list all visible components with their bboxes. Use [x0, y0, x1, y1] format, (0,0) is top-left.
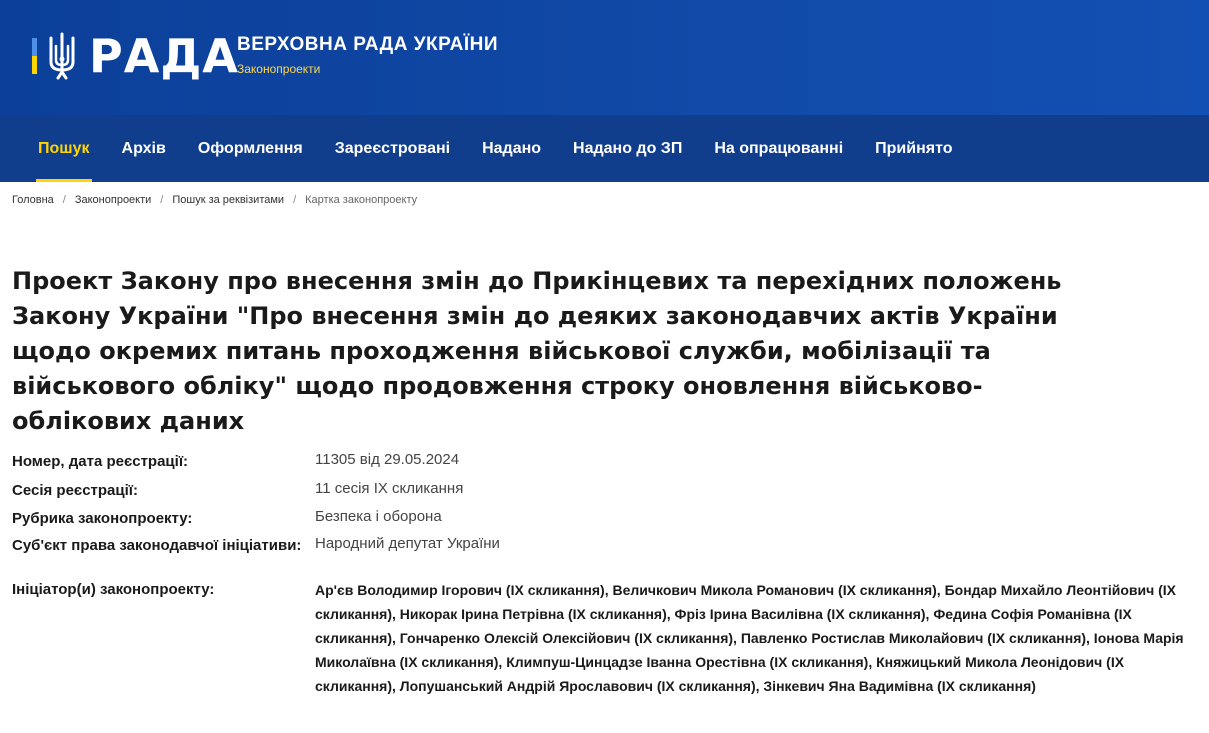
initiators-value: Ар'єв Володимир Ігорович (IX скликання), Величкович Микола Романович (IX скликання), Бондар Михайло Леонтійович (IX скликання), Никорак Ірина Петрівна (IX скликання), Фріз Ірина Василівна (IX скликання), Федина Софія Романівна (IX скликання), Гончаренко Олексій Олексійович (IX скликання), Павленко Ростислав Миколайович (IX скликання), Іонова Марія Миколаївна (IX скликання), Климпуш-Цинцадзе Іванна Орестівна (IX скликання), Княжицький Микола Леонідович (IX скликання), Лопушанський Андрій Ярославович (IX скликання), Зінкевич Яна Вадимівна (IX скликання) [315, 582, 1184, 694]
subject-label: Суб'єкт права законодавчої ініціативи: [12, 537, 302, 554]
detail-row-registration [12, 450, 1202, 479]
subject-value: Народний депутат України [315, 535, 500, 552]
bill-details [12, 450, 1202, 698]
nav-item-submitted-zp[interactable]: Надано до ЗП [573, 140, 683, 157]
nav-item-submitted[interactable]: Надано [482, 140, 542, 157]
detail-row-initiators [12, 578, 1202, 698]
site-title: ВЕРХОВНА РАДА УКРАЇНИ [237, 34, 498, 55]
detail-row-rubric [12, 507, 1202, 534]
main-nav [0, 115, 1209, 182]
breadcrumb-search[interactable]: Пошук за реквізитами [172, 194, 285, 206]
breadcrumb-separator: / [160, 194, 164, 206]
session-value: 11 сесія IX скликання [315, 480, 464, 497]
breadcrumb-current: Картка законопроекту [305, 194, 418, 206]
nav-item-processing[interactable]: На опрацюванні [714, 140, 844, 157]
flag-stripe [32, 38, 37, 74]
breadcrumb [0, 182, 1209, 218]
breadcrumb-bills[interactable]: Законопроекти [74, 194, 152, 206]
breadcrumb-separator: / [62, 194, 66, 206]
nav-item-registered[interactable]: Зареєстровані [334, 140, 451, 157]
trident-icon [47, 32, 77, 80]
detail-row-session [12, 479, 1202, 507]
registration-value: 11305 від 29.05.2024 [315, 451, 460, 468]
detail-row-subject [12, 534, 1202, 578]
nav-item-drafting[interactable]: Оформлення [197, 140, 303, 157]
rubric-label: Рубрика законопроекту: [12, 510, 193, 527]
site-logo[interactable] [32, 29, 239, 83]
logo-text: РАДА [89, 29, 239, 83]
nav-item-search[interactable]: Пошук [22, 115, 106, 182]
page-title: Проект Закону про внесення змін до Прикінцевих та перехідних положень Закону України "Про внесення змін до деяких законодавчих актів України щодо окремих питань проходження військової служби, мобілізації та військового обліку" щодо продовження строку оновлення військово-облікових даних [12, 267, 1062, 435]
nav-item-adopted[interactable]: Прийнято [875, 140, 953, 157]
session-label: Сесія реєстрації: [12, 482, 138, 499]
site-title-block [237, 34, 498, 76]
breadcrumb-home[interactable]: Головна [12, 194, 54, 206]
registration-label: Номер, дата реєстрації: [12, 453, 189, 470]
rubric-value: Безпека і оборона [315, 508, 442, 525]
nav-item-archive[interactable]: Архів [121, 140, 166, 157]
site-header [0, 0, 1209, 115]
initiators-label: Ініціатор(и) законопроекту: [12, 581, 215, 598]
breadcrumb-separator: / [293, 194, 297, 206]
site-subtitle[interactable]: Законопроекти [237, 62, 321, 76]
